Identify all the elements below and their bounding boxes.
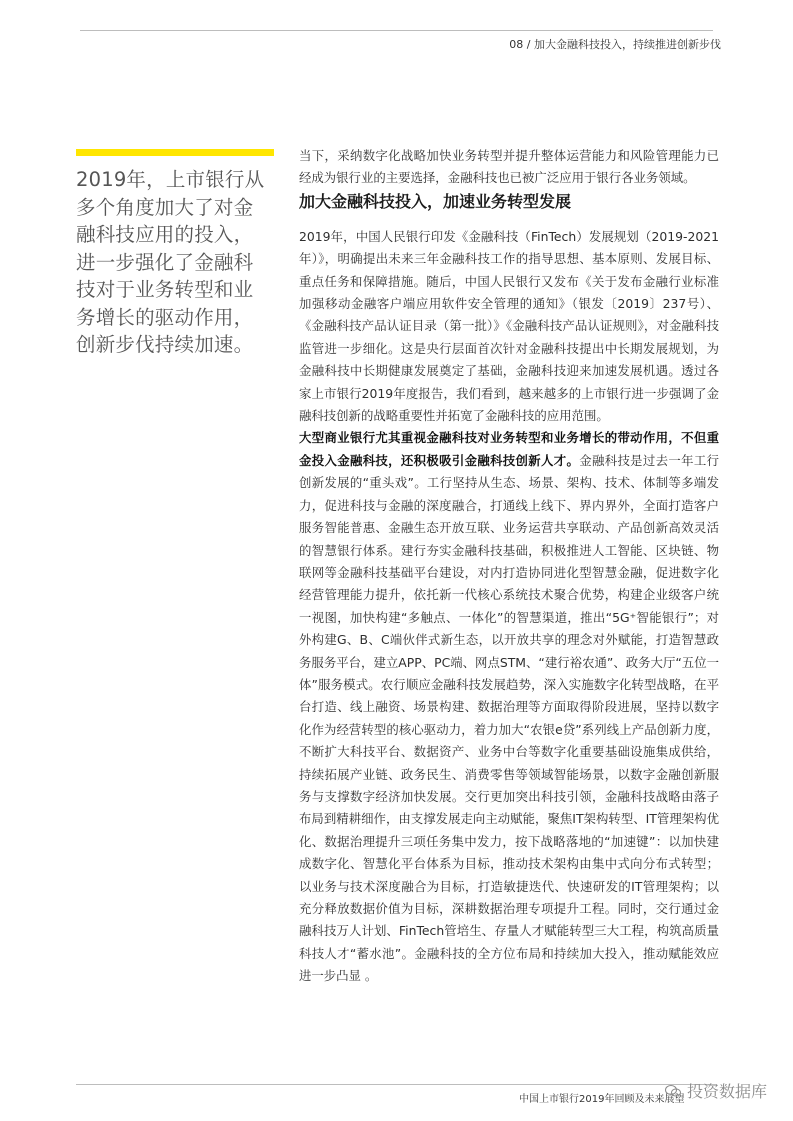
page-header-title: 08 / 加大金融科技投入，持续推进创新步伐 bbox=[509, 38, 721, 51]
watermark-text: 投资数据库 bbox=[686, 1082, 767, 1101]
accent-bar bbox=[76, 149, 274, 156]
wechat-icon bbox=[665, 1085, 681, 1097]
footer-report-title: 中国上市银行2019年回顾及未来展望 bbox=[519, 1094, 685, 1105]
paragraph-lead: 大型商业银行尤其重视金融科技对业务转型和业务增长的带动作用，不但重金投入金融科技，还积极吸引金融科技创新人才。 bbox=[299, 430, 719, 468]
header-rule bbox=[80, 30, 713, 31]
watermark bbox=[665, 1079, 767, 1102]
section-heading: 加大金融科技投入，加速业务转型发展 bbox=[299, 191, 572, 211]
intro-paragraph: 当下，采纳数字化战略加快业务转型并提升整体运营能力和风险管理能力已经成为银行业的主要选择，金融科技也已被广泛应用于银行各业务领域。 bbox=[299, 148, 719, 186]
body-paragraph-2 bbox=[299, 427, 719, 987]
main-content bbox=[299, 145, 719, 988]
footer-rule bbox=[76, 1084, 717, 1085]
pull-quote: 2019年，上市银行从多个角度加大了对金融科技应用的投入，进一步强化了金融科技对于业务转型和业务增长的驱动作用，创新步伐持续加速。 bbox=[76, 168, 265, 356]
paragraph-body: 金融科技是过去一年工行创新发展的“重头戏”。工行坚持从生态、场景、架构、技术、体制等多端发力，促进科技与金融的深度融合，打通线上线下、界内界外，全面打造客户服务智能普惠、金融生态开放互联、业务运营共享联动、产品创新高效灵活的智慧银行体系。建行夯实金融科技基础，积极推进人工智能、区块链、物联网等金融科技基础平台建设，对内打造协同进化型智慧金融，促进数字化经营管理能力提升，依托新一代核心系统技术聚合优势，构建企业级客户统一视图，加快构建“多触点、一体化”的智慧渠道，推出“5G⁺智能银行”；对外构建G、B、C端伙伴式新生态，以开放共享的理念对外赋能，打造智慧政务服务平台，建立APP、PC端、网点STM、“建行裕农通”、政务大厅“五位一体”服务模式。农行顺应金融科技发展趋势，深入实施数字化转型战略，在平台打造、线上融资、场景构建、数据治理等方面取得阶段进展，坚持以数字化作为经营转型的核心驱动力，着力加大“农银e贷”系列线上产品创新力度，不断扩大科技平台、数据资产、业务中台等数字化重要基础设施集成供给，持续拓展产业链、政务民生、消费零售等领域智能场景，以数字金融创新服务与支撑数字经济加快发展。交行更加突出科技引领，金融科技战略由落子布局到精耕细作，由支撑发展走向主动赋能，聚焦IT架构转型、IT管理架构优化、数据治理提升三项任务集中发力，按下战略落地的“加速键”：以加快建成数字化、智慧化平台体系为目标，推动技术架构由集中式向分布式转型；以业务与技术深度融合为目标，打造敏捷迭代、快速研发的IT管理架构；以充分释放数据价值为目标，深耕数据治理专项提升工程。同时，交行通过金融科技万人计划、FinTech管培生、存量人才赋能转型三大工程，构筑高质量科技人才“蓄水池”。金融科技的全方位布局和持续加大投入，推动赋能效应进一步凸显 。 bbox=[299, 452, 720, 984]
body-paragraph-1: 2019年，中国人民银行印发《金融科技（FinTech）发展规划（2019-2021年）》，明确提出未来三年金融科技工作的指导思想、基本原则、发展目标、重点任务和保障措施。随后，中国人民银行又发布《关于发布金融行业标准加强移动金融客户端应用软件安全管理的通知》（银发〔2019〕237号）、《金融科技产品认证目录（第一批）》《金融科技产品认证规则》，对金融科技监管进一步细化。这是央行层面首次针对金融科技提出中长期发展规划，为金融科技中长期健康发展奠定了基础，金融科技迎来加速发展机遇。透过各家上市银行2019年度报告，我们看到，越来越多的上市银行进一步强调了金融科技创新的战略重要性并拓宽了金融科技的应用范围。 bbox=[299, 228, 719, 424]
